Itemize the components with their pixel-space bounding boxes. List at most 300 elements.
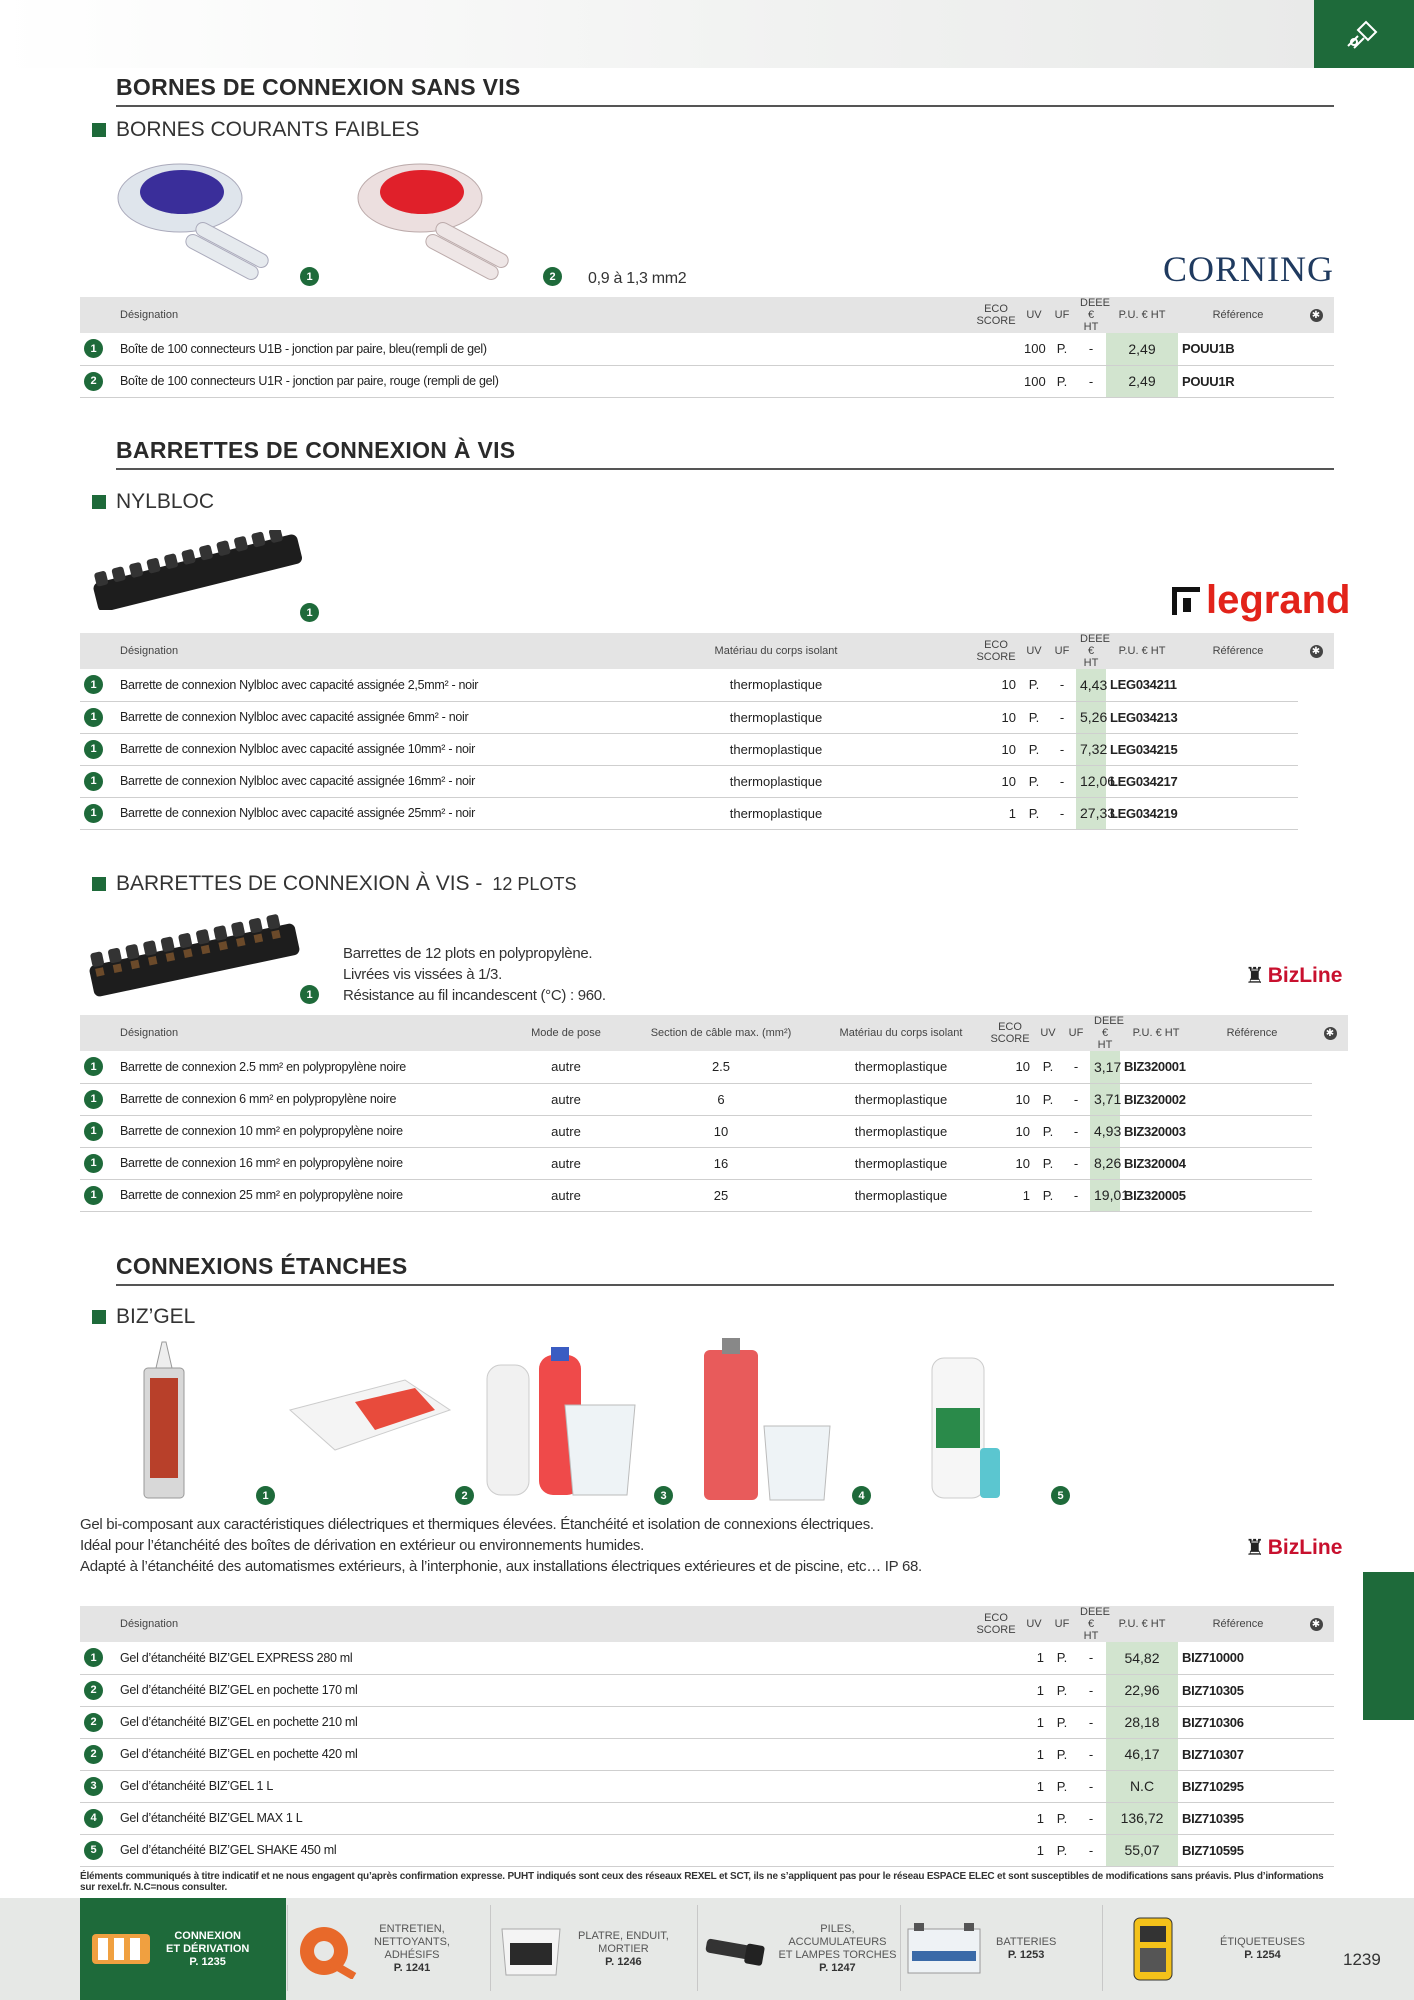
settings-icon[interactable]: ✱: [1310, 309, 1323, 322]
empty-cell: [972, 1674, 1020, 1706]
empty-cell: [896, 701, 972, 733]
designation-cell: Barrette de connexion Nylbloc avec capacité assignée 6mm² - noir: [116, 701, 656, 733]
mode-cell: autre: [506, 1115, 626, 1147]
reference-cell: LEG034213: [1106, 701, 1178, 733]
col-uf: UF: [1048, 633, 1076, 669]
row-number-badge: 1: [84, 740, 103, 759]
price-cell: 54,82: [1106, 1642, 1178, 1674]
col-materiau: Matériau du corps isolant: [816, 1015, 986, 1051]
row-number-badge: 1: [84, 1186, 103, 1205]
designation-cell: Barrette de connexion 25 mm² en polypropylène noire: [116, 1179, 506, 1211]
deee-cell: -: [1062, 1147, 1090, 1179]
uv-cell: 1: [1020, 1706, 1048, 1738]
table-bizgel: [80, 1606, 1334, 1867]
uv-cell: 1: [986, 1179, 1034, 1211]
settings-icon[interactable]: ✱: [1310, 1618, 1323, 1631]
footer-label: PLATRE, ENDUIT, MORTIER: [578, 1929, 669, 1955]
desc-line: Barrettes de 12 plots en polypropylène.: [343, 945, 593, 962]
empty-cell: [896, 733, 972, 765]
section-cell: 2.5: [626, 1051, 816, 1083]
table-nylbloc: [80, 633, 1334, 830]
row-number-cell: [80, 1642, 116, 1674]
table-row[interactable]: [80, 333, 1334, 365]
image-badge-3: 3: [654, 1486, 673, 1505]
bizgel-1l-bottles-image: [485, 1345, 645, 1500]
table-row[interactable]: [80, 1083, 1348, 1115]
row-number-badge: 5: [84, 1841, 103, 1860]
footer-label: BATTERIES: [996, 1936, 1057, 1948]
deee-cell: -: [1048, 797, 1076, 829]
footer-label: ÉTIQUETEUSES: [1220, 1936, 1305, 1948]
row-number-cell: [80, 1083, 116, 1115]
subsection-label: NYLBLOC: [116, 490, 215, 513]
uv-cell: 10: [986, 1147, 1034, 1179]
image-badge-1: 1: [256, 1486, 275, 1505]
empty-cell: [1298, 365, 1334, 397]
desc-line: Gel bi-composant aux caractéristiques diélectriques et thermiques élevées. Étanchéité et isolation de connexions électriques.: [80, 1516, 874, 1533]
designation-cell: Gel d’étanchéité BIZ’GEL 1 L: [116, 1770, 972, 1802]
bullet-square-icon: [92, 877, 106, 891]
deee-cell: -: [1062, 1083, 1090, 1115]
deee-cell: -: [1076, 1834, 1106, 1866]
page-number: 1239: [1343, 1950, 1381, 1969]
empty-cell: [1178, 733, 1298, 765]
table-row[interactable]: [80, 365, 1334, 397]
section-cell: 6: [626, 1083, 816, 1115]
desc-line: Résistance au fil incandescent (°C) : 960.: [343, 987, 606, 1004]
empty-cell: [1298, 1738, 1334, 1770]
reference-cell: LEG034219: [1106, 797, 1178, 829]
table-row[interactable]: [80, 1770, 1334, 1802]
uf-cell: P.: [1048, 1802, 1076, 1834]
bullet-square-icon: [92, 1310, 106, 1324]
footer-nav-platre[interactable]: [496, 1898, 696, 2000]
image-badge-2: 2: [455, 1486, 474, 1505]
reference-cell: BIZ710305: [1178, 1674, 1298, 1706]
subsection-label: BIZ’GEL: [116, 1305, 196, 1328]
col-uf: UF: [1048, 297, 1076, 333]
row-number-badge: 1: [84, 1154, 103, 1173]
uv-cell: 1: [972, 797, 1020, 829]
footer-page: P. 1235: [189, 1955, 226, 1968]
footer-page: P. 1253: [1007, 1949, 1045, 1961]
materiau-cell: thermoplastique: [816, 1115, 986, 1147]
category-tab[interactable]: [1314, 0, 1414, 68]
col-uf: UF: [1048, 1606, 1076, 1642]
uf-cell: P.: [1034, 1115, 1062, 1147]
empty-cell: [1178, 669, 1298, 701]
reference-cell: BIZ320005: [1120, 1179, 1192, 1211]
table-row[interactable]: [80, 797, 1334, 829]
bizline-mascot-icon: ♜: [1245, 1535, 1265, 1560]
footer-nav-etiqueteuses[interactable]: [1128, 1898, 1328, 2000]
uv-cell: 100: [1020, 365, 1048, 397]
uv-cell: 1: [1020, 1834, 1048, 1866]
uv-cell: 1: [1020, 1738, 1048, 1770]
col-mode: Mode de pose: [506, 1015, 626, 1051]
empty-cell: [1298, 1706, 1334, 1738]
empty-cell: [896, 797, 972, 829]
row-number-cell: [80, 797, 116, 829]
table-bornes: [80, 297, 1334, 398]
subsection-courants-faibles: [92, 118, 419, 142]
price-cell: 55,07: [1106, 1834, 1178, 1866]
materiau-cell: thermoplastique: [816, 1179, 986, 1211]
empty-cell: [972, 333, 1020, 365]
deee-cell: -: [1062, 1115, 1090, 1147]
empty-cell: [1178, 701, 1298, 733]
row-number-cell: [80, 1738, 116, 1770]
empty-cell: [1298, 1674, 1334, 1706]
col-designation: Désignation: [116, 1606, 972, 1642]
row-number-cell: [80, 1147, 116, 1179]
deee-cell: -: [1076, 1674, 1106, 1706]
table-row[interactable]: [80, 1642, 1334, 1674]
image-badge-1: 1: [300, 603, 319, 622]
reference-cell: LEG034217: [1106, 765, 1178, 797]
price-cell: 27,33: [1076, 797, 1106, 829]
corning-logo: CORNING: [1163, 249, 1335, 289]
designation-cell: Gel d’étanchéité BIZ’GEL en pochette 170 ml: [116, 1674, 972, 1706]
col-eco: ECO SCORE: [972, 297, 1020, 333]
table-row[interactable]: [80, 701, 1334, 733]
deee-cell: -: [1076, 365, 1106, 397]
empty-cell: [972, 1770, 1020, 1802]
reference-cell: BIZ710306: [1178, 1706, 1298, 1738]
label-printer-icon: [1128, 1914, 1178, 1984]
materiau-cell: thermoplastique: [816, 1083, 986, 1115]
row-number-badge: 2: [84, 1681, 103, 1700]
price-cell: 12,06: [1076, 765, 1106, 797]
row-number-badge: 1: [84, 804, 103, 823]
uv-cell: 10: [972, 701, 1020, 733]
row-number-cell: [80, 1770, 116, 1802]
wago-connector-icon: [88, 1924, 154, 1974]
battery-icon: [904, 1921, 984, 1977]
table-row[interactable]: [80, 1834, 1334, 1866]
col-ref: Référence: [1192, 1015, 1312, 1051]
materiau-cell: thermoplastique: [656, 733, 896, 765]
col-eco: ECO SCORE: [972, 633, 1020, 669]
designation-cell: Barrette de connexion 10 mm² en polypropylène noire: [116, 1115, 506, 1147]
table-row[interactable]: [80, 733, 1334, 765]
bullet-square-icon: [92, 495, 106, 509]
reference-cell: POUU1B: [1178, 333, 1298, 365]
materiau-cell: thermoplastique: [656, 797, 896, 829]
uv-cell: 10: [972, 733, 1020, 765]
deee-cell: -: [1076, 1738, 1106, 1770]
footer-nav-batteries[interactable]: [904, 1898, 1100, 2000]
col-ref: Référence: [1178, 297, 1298, 333]
empty-cell: [1192, 1051, 1312, 1083]
col-uv: UV: [1034, 1015, 1062, 1051]
table-row[interactable]: [80, 1802, 1334, 1834]
materiau-cell: thermoplastique: [656, 669, 896, 701]
col-uv: UV: [1020, 633, 1048, 669]
uf-cell: P.: [1034, 1051, 1062, 1083]
footer-nav-entretien[interactable]: [292, 1898, 488, 2000]
row-number-cell: [80, 1051, 116, 1083]
col-designation: Désignation: [116, 1015, 506, 1051]
deee-cell: -: [1076, 1802, 1106, 1834]
row-number-badge: 1: [84, 1057, 103, 1076]
barrette-description: [343, 943, 606, 1006]
mode-cell: autre: [506, 1179, 626, 1211]
price-cell: 136,72: [1106, 1802, 1178, 1834]
price-cell: 8,26: [1090, 1147, 1120, 1179]
reference-cell: LEG034215: [1106, 733, 1178, 765]
price-cell: 3,71: [1090, 1083, 1120, 1115]
price-cell: 28,18: [1106, 1706, 1178, 1738]
mode-cell: autre: [506, 1051, 626, 1083]
empty-cell: [972, 1834, 1020, 1866]
row-number-cell: [80, 1706, 116, 1738]
image-badge-1: 1: [300, 985, 319, 1004]
col-deee: DEEE € HT: [1076, 297, 1106, 333]
price-cell: 2,49: [1106, 333, 1178, 365]
deee-cell: -: [1048, 701, 1076, 733]
uv-cell: 1: [1020, 1770, 1048, 1802]
deee-cell: -: [1076, 1642, 1106, 1674]
table-row[interactable]: [80, 765, 1334, 797]
col-pu: P.U. € HT: [1106, 633, 1178, 669]
col-uv: UV: [1020, 297, 1048, 333]
empty-cell: [1298, 1802, 1334, 1834]
col-pu: P.U. € HT: [1106, 297, 1178, 333]
uf-cell: P.: [1048, 1674, 1076, 1706]
bizgel-max-bottle-image: [700, 1336, 840, 1506]
legal-footnote: Éléments communiqués à titre indicatif et ne nous engagent qu’après confirmation expresse. PUHT indiqués sont ceux des réseaux REXEL et SCT, ils ne s’appliquent pas pour le réseau ESPACE ELEC et sont susceptibles de modifications sans préavis. Plus d’informations sur rexel.fr. N.C=nous consulter.: [80, 1871, 1324, 1893]
subsection-bizgel: [92, 1305, 195, 1329]
row-number-badge: 1: [84, 675, 103, 694]
col-designation: Désignation: [116, 633, 656, 669]
deee-cell: -: [1076, 333, 1106, 365]
designation-cell: Boîte de 100 connecteurs U1R - jonction par paire, rouge (rempli de gel): [116, 365, 972, 397]
col-designation: Désignation: [116, 297, 972, 333]
desc-line: Idéal pour l’étanchéité des boîtes de dérivation en extérieur ou environnements humides.: [80, 1537, 644, 1554]
uv-cell: 1: [1020, 1642, 1048, 1674]
row-number-badge: 1: [84, 1648, 103, 1667]
footer-nav-piles[interactable]: [702, 1898, 898, 2000]
col-pu: P.U. € HT: [1120, 1015, 1192, 1051]
reference-cell: BIZ320004: [1120, 1147, 1192, 1179]
uf-cell: P.: [1048, 1738, 1076, 1770]
col-eco: ECO SCORE: [986, 1015, 1034, 1051]
bullet-square-icon: [92, 123, 106, 137]
price-cell: 3,17: [1090, 1051, 1120, 1083]
uv-cell: 10: [972, 765, 1020, 797]
connector-red-image: [350, 150, 530, 280]
empty-cell: [896, 765, 972, 797]
uv-cell: 10: [986, 1051, 1034, 1083]
materiau-cell: thermoplastique: [816, 1051, 986, 1083]
row-number-cell: [80, 701, 116, 733]
empty-cell: [1192, 1115, 1312, 1147]
footer-page: P. 1247: [819, 1962, 856, 1974]
col-uv: UV: [1020, 1606, 1048, 1642]
deee-cell: -: [1048, 733, 1076, 765]
section-cell: 16: [626, 1147, 816, 1179]
materiau-cell: thermoplastique: [816, 1147, 986, 1179]
section-title-bornes: BORNES DE CONNEXION SANS VIS: [116, 74, 1334, 107]
subsection-nylbloc: [92, 490, 214, 514]
row-number-badge: 2: [84, 1713, 103, 1732]
uf-cell: P.: [1034, 1083, 1062, 1115]
tape-roll-icon: [292, 1919, 362, 1979]
empty-cell: [1298, 1834, 1334, 1866]
row-number-cell: [80, 1802, 116, 1834]
top-banner: [0, 0, 1314, 68]
designation-cell: Barrette de connexion Nylbloc avec capacité assignée 2,5mm² - noir: [116, 669, 656, 701]
row-number-badge: 1: [84, 772, 103, 791]
price-cell: N.C: [1106, 1770, 1178, 1802]
price-cell: 4,93: [1090, 1115, 1120, 1147]
price-cell: 22,96: [1106, 1674, 1178, 1706]
col-materiau: Matériau du corps isolant: [656, 633, 896, 669]
uv-cell: 1: [1020, 1802, 1048, 1834]
deee-cell: -: [1048, 669, 1076, 701]
row-number-cell: [80, 765, 116, 797]
empty-cell: [1298, 1770, 1334, 1802]
designation-cell: Gel d’étanchéité BIZ’GEL MAX 1 L: [116, 1802, 972, 1834]
plaster-bucket-icon: [496, 1919, 566, 1979]
reference-cell: BIZ320003: [1120, 1115, 1192, 1147]
deee-cell: -: [1062, 1051, 1090, 1083]
bizgel-pouch-image: [285, 1370, 455, 1460]
table-row[interactable]: [80, 669, 1334, 701]
row-number-cell: [80, 1834, 116, 1866]
price-cell: 46,17: [1106, 1738, 1178, 1770]
uf-cell: P.: [1048, 1706, 1076, 1738]
image-badge-4: 4: [852, 1486, 871, 1505]
subsection-label-small: 12 PLOTS: [492, 873, 577, 894]
designation-cell: Gel d’étanchéité BIZ’GEL EXPRESS 280 ml: [116, 1642, 972, 1674]
reference-cell: BIZ320001: [1120, 1051, 1192, 1083]
empty-cell: [1192, 1083, 1312, 1115]
footer-label: PILES, ACCUMULATEURS ET LAMPES TORCHES: [778, 1923, 897, 1961]
section-cell: 10: [626, 1115, 816, 1147]
empty-cell: [972, 1738, 1020, 1770]
row-number-badge: 1: [84, 1090, 103, 1109]
uf-cell: P.: [1034, 1179, 1062, 1211]
uv-cell: 10: [986, 1083, 1034, 1115]
designation-cell: Barrette de connexion 6 mm² en polypropylène noire: [116, 1083, 506, 1115]
table-row[interactable]: [80, 1674, 1334, 1706]
section-cell: 25: [626, 1179, 816, 1211]
deee-cell: -: [1076, 1706, 1106, 1738]
section-title-etanches: CONNEXIONS ÉTANCHES: [116, 1253, 1334, 1286]
mode-cell: autre: [506, 1147, 626, 1179]
col-pu: P.U. € HT: [1106, 1606, 1178, 1642]
image-badge-2: 2: [543, 267, 562, 286]
empty-cell: [1178, 797, 1298, 829]
legrand-logo: legrand: [1172, 578, 1350, 623]
empty-cell: [1192, 1179, 1312, 1211]
uf-cell: P.: [1048, 1770, 1076, 1802]
connector-blue-image: [110, 150, 290, 280]
bizgel-express-cartridge-image: [130, 1338, 210, 1508]
uf-cell: P.: [1048, 1834, 1076, 1866]
desc-line: Livrées vis vissées à 1/3.: [343, 966, 502, 983]
table-row[interactable]: [80, 1051, 1348, 1083]
designation-cell: Barrette de connexion 16 mm² en polypropylène noire: [116, 1147, 506, 1179]
nylbloc-terminal-image: [88, 530, 308, 610]
mode-cell: autre: [506, 1083, 626, 1115]
price-cell: 7,32: [1076, 733, 1106, 765]
uf-cell: P.: [1048, 1642, 1076, 1674]
row-number-cell: [80, 733, 116, 765]
table-row[interactable]: [80, 1179, 1348, 1211]
empty-cell: [896, 669, 972, 701]
table-row[interactable]: [80, 1706, 1334, 1738]
row-number-badge: 1: [84, 1122, 103, 1141]
bizline-logo: ♜ BizLine: [1245, 963, 1343, 988]
price-cell: 5,26: [1076, 701, 1106, 733]
reference-cell: BIZ710295: [1178, 1770, 1298, 1802]
legrand-mark-icon: [1172, 587, 1200, 615]
subsection-label: BORNES COURANTS FAIBLES: [116, 118, 420, 141]
materiau-cell: thermoplastique: [656, 765, 896, 797]
row-number-badge: 3: [84, 1777, 103, 1796]
side-tab[interactable]: [1363, 1572, 1414, 1720]
settings-icon[interactable]: ✱: [1310, 645, 1323, 658]
deee-cell: -: [1048, 765, 1076, 797]
row-number-badge: 1: [84, 339, 103, 358]
row-number-badge: 4: [84, 1809, 103, 1828]
image-badge-1: 1: [300, 267, 319, 286]
col-deee: DEEE € HT: [1090, 1015, 1120, 1051]
designation-cell: Barrette de connexion Nylbloc avec capacité assignée 10mm² - noir: [116, 733, 656, 765]
deee-cell: -: [1076, 1770, 1106, 1802]
section-title-barrettes: BARRETTES DE CONNEXION À VIS: [116, 437, 1334, 470]
reference-cell: POUU1R: [1178, 365, 1298, 397]
table-row[interactable]: [80, 1147, 1348, 1179]
empty-cell: [1298, 333, 1334, 365]
footer-page: P. 1241: [393, 1962, 431, 1974]
row-number-cell: [80, 1115, 116, 1147]
uf-cell: P.: [1034, 1147, 1062, 1179]
row-number-badge: 2: [84, 372, 103, 391]
reference-cell: BIZ710595: [1178, 1834, 1298, 1866]
empty-cell: [1192, 1147, 1312, 1179]
desc-line: Adapté à l’étanchéité des automatismes extérieurs, à l’interphonie, aux installations électriques extérieures et de piscine, etc… IP 68.: [80, 1558, 922, 1575]
connector-icon: [1344, 18, 1380, 52]
footer-nav-connexion[interactable]: [80, 1898, 286, 2000]
uv-cell: 10: [972, 669, 1020, 701]
col-uf: UF: [1062, 1015, 1090, 1051]
table-row[interactable]: [80, 1115, 1348, 1147]
col-section: Section de câble max. (mm²): [626, 1015, 816, 1051]
row-number-cell: [80, 365, 116, 397]
reference-cell: BIZ320002: [1120, 1083, 1192, 1115]
col-eco: ECO SCORE: [972, 1606, 1020, 1642]
bizline-logo: ♜ BizLine: [1245, 1535, 1343, 1560]
barrette-12-plots-image: [84, 908, 304, 998]
empty-cell: [972, 1802, 1020, 1834]
uf-cell: P.: [1020, 765, 1048, 797]
col-deee: DEEE € HT: [1076, 633, 1106, 669]
uv-cell: 1: [1020, 1674, 1048, 1706]
price-cell: 19,01: [1090, 1179, 1120, 1211]
uv-cell: 100: [1020, 333, 1048, 365]
row-number-badge: 2: [84, 1745, 103, 1764]
image-badge-5: 5: [1051, 1486, 1070, 1505]
materiau-cell: thermoplastique: [656, 701, 896, 733]
uf-cell: P.: [1048, 365, 1076, 397]
settings-icon[interactable]: ✱: [1324, 1027, 1337, 1040]
table-row[interactable]: [80, 1738, 1334, 1770]
designation-cell: Boîte de 100 connecteurs U1B - jonction par paire, bleu(rempli de gel): [116, 333, 972, 365]
